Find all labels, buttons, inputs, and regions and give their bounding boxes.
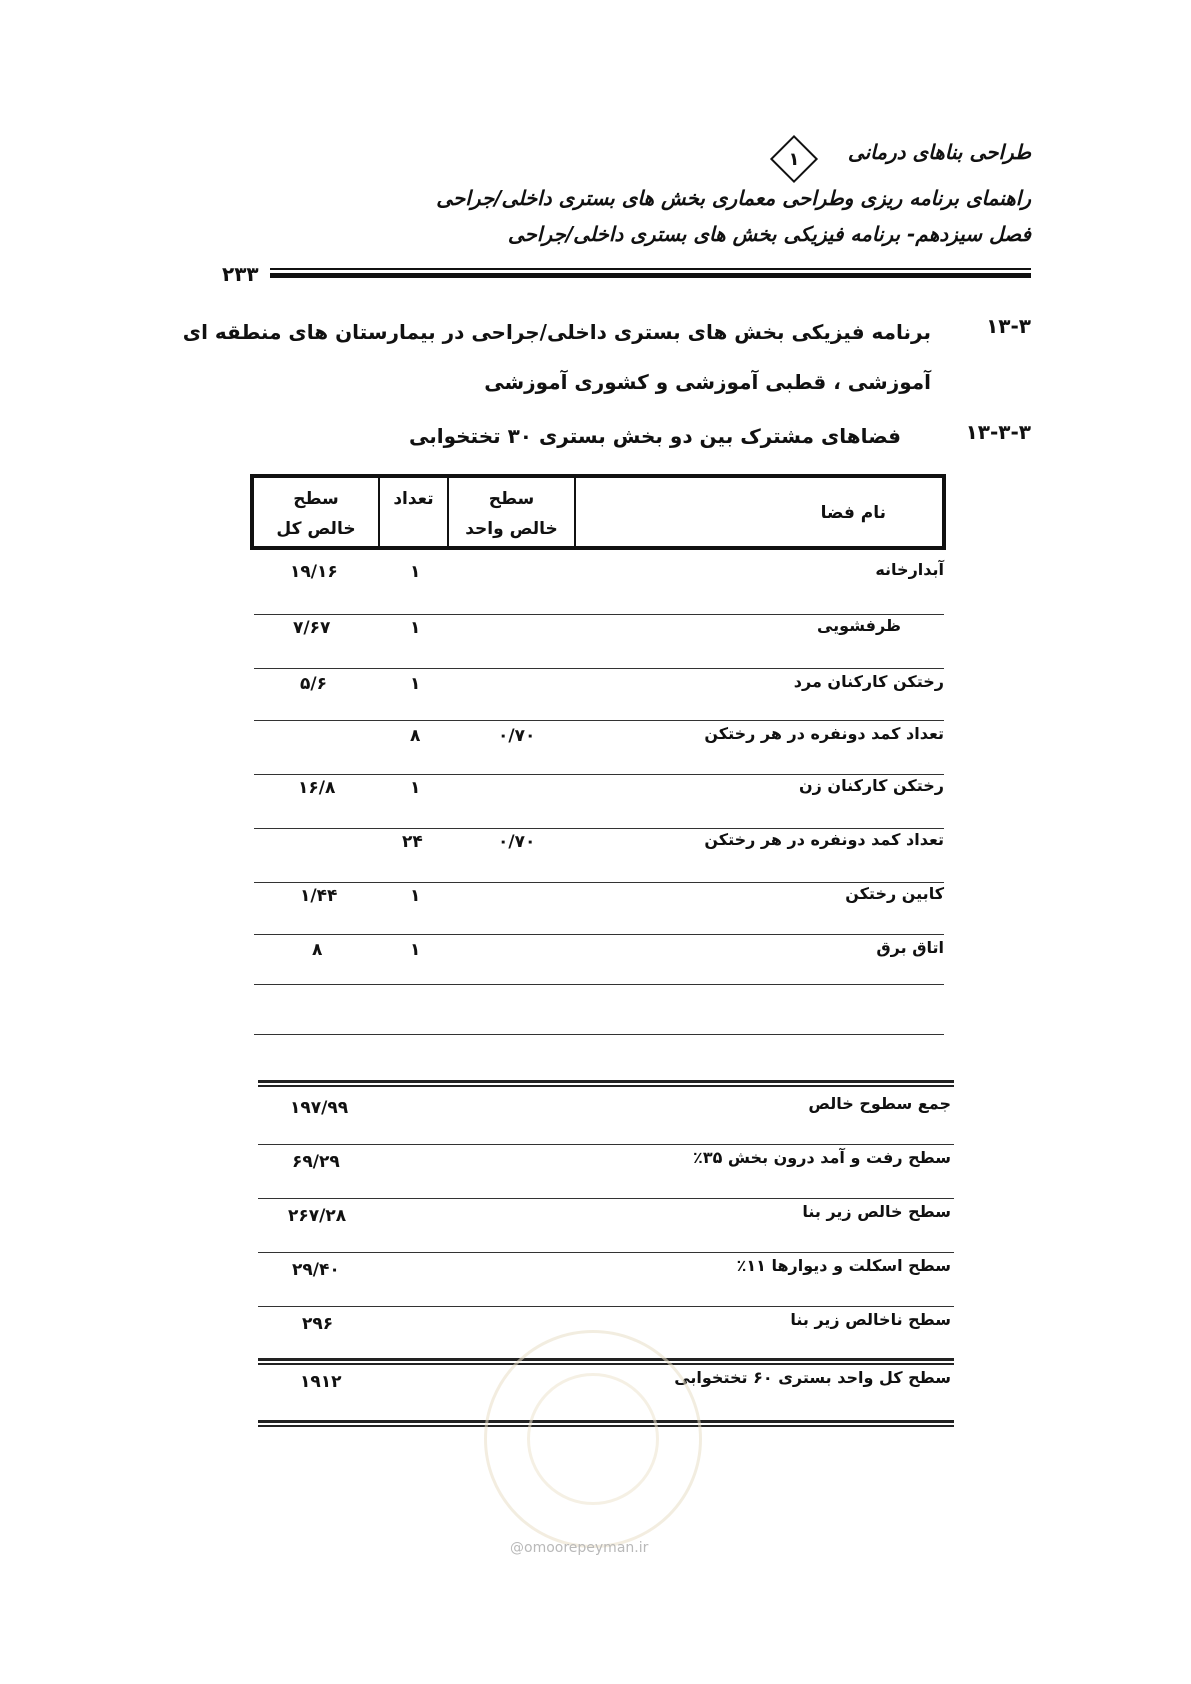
row-total: ۱۹/۱۶ (290, 562, 338, 582)
header-rule-top (270, 268, 1031, 270)
row-count: ۱ (410, 562, 421, 582)
row-total: ۱/۴۴ (300, 886, 338, 906)
summary-value: ۶۹/۲۹ (292, 1152, 340, 1172)
volume-badge: ۱ (770, 135, 818, 183)
grand-total-name: سطح کل واحد بستری ۶۰ تختخوابی (674, 1368, 951, 1387)
watermark-inner-ring (527, 1373, 659, 1505)
row-divider (254, 984, 944, 985)
row-name: تعداد کمد دونفره در هر رختکن (704, 724, 944, 743)
row-name: اتاق برق (876, 938, 944, 957)
subsection-number: ۱۳-۳-۳ (965, 420, 1031, 444)
summary-value: ۱۹۷/۹۹ (290, 1098, 349, 1118)
row-divider (254, 934, 944, 935)
row-name: تعداد کمد دونفره در هر رختکن (704, 830, 944, 849)
summary-name: سطح ناخالص زیر بنا (790, 1310, 951, 1329)
header-rule-bottom (270, 273, 1031, 278)
header-unit-area: سطح خالص واحد (465, 489, 558, 539)
watermark-seal (484, 1330, 702, 1548)
row-unit: ۰/۷۰ (498, 832, 536, 852)
row-total: ۸ (312, 940, 323, 960)
row-count: ۱ (410, 674, 421, 694)
grand-total-value: ۱۹۱۲ (300, 1372, 342, 1392)
row-divider (258, 1252, 954, 1253)
watermark-text: @omoorepeyman.ir (510, 1540, 649, 1556)
row-divider (254, 828, 944, 829)
row-count: ۸ (410, 726, 421, 746)
row-divider (254, 882, 944, 883)
section-title-line1: برنامه فیزیکی بخش های بستری داخلی/جراحی در بیمارستان های منطقه ای (182, 320, 931, 344)
summary-name: سطح اسکلت و دیوارها ۱۱٪ (736, 1256, 951, 1275)
row-name: رختکن کارکنان زن (798, 776, 944, 795)
section-title-line2: آموزشی ، قطبی آموزشی و کشوری آموزشی (484, 370, 931, 394)
header-count: تعداد (393, 489, 434, 509)
row-count: ۱ (410, 618, 421, 638)
summary-rule (258, 1080, 954, 1083)
subsection-title: فضاهای مشترک بین دو بخش بستری ۳۰ تختخوابی (408, 424, 901, 448)
row-divider (254, 774, 944, 775)
summary-rule (258, 1085, 954, 1087)
row-count: ۲۴ (402, 832, 423, 852)
summary-name: سطح خالص زیر بنا (802, 1202, 951, 1221)
row-divider (254, 668, 944, 669)
row-divider (254, 614, 944, 615)
book-subtitle: راهنمای برنامه ریزی وطراحی معماری بخش های بستری داخلی/جراحی (436, 186, 1031, 210)
summary-value: ۲۶۷/۲۸ (288, 1206, 347, 1226)
header-space-name: نام فضا (820, 503, 886, 523)
row-name: کابین رختکن (845, 884, 944, 903)
header-total-area: سطح خالص کل (276, 489, 356, 539)
row-divider (258, 1144, 954, 1145)
row-count: ۱ (410, 778, 421, 798)
row-name: رختکن کارکنان مرد (793, 672, 944, 691)
summary-value: ۲۹۶ (302, 1314, 334, 1334)
summary-name: سطح رفت و آمد درون بخش ۳۵٪ (693, 1148, 951, 1167)
summary-value: ۲۹/۴۰ (292, 1260, 340, 1280)
table-header (250, 474, 946, 550)
row-count: ۱ (410, 886, 421, 906)
row-total: ۵/۶ (300, 674, 327, 694)
row-total: ۱۶/۸ (298, 778, 336, 798)
page-number: ۲۳۳ (222, 262, 259, 286)
row-total: ۷/۶۷ (293, 618, 331, 638)
summary-name: جمع سطوح خالص (808, 1094, 951, 1113)
book-title: طراحی بناهای درمانی (847, 140, 1031, 164)
chapter-title: فصل سیزدهم- برنامه فیزیکی بخش های بستری داخلی/جراحی (507, 222, 1031, 246)
row-unit: ۰/۷۰ (498, 726, 536, 746)
row-divider (254, 1034, 944, 1035)
row-name: ظرفشویی (816, 616, 901, 635)
row-divider (258, 1306, 954, 1307)
row-count: ۱ (410, 940, 421, 960)
section-number: ۱۳-۳ (986, 314, 1031, 338)
row-divider (258, 1198, 954, 1199)
row-name: آبدارخانه (875, 560, 944, 579)
row-divider (254, 720, 944, 721)
